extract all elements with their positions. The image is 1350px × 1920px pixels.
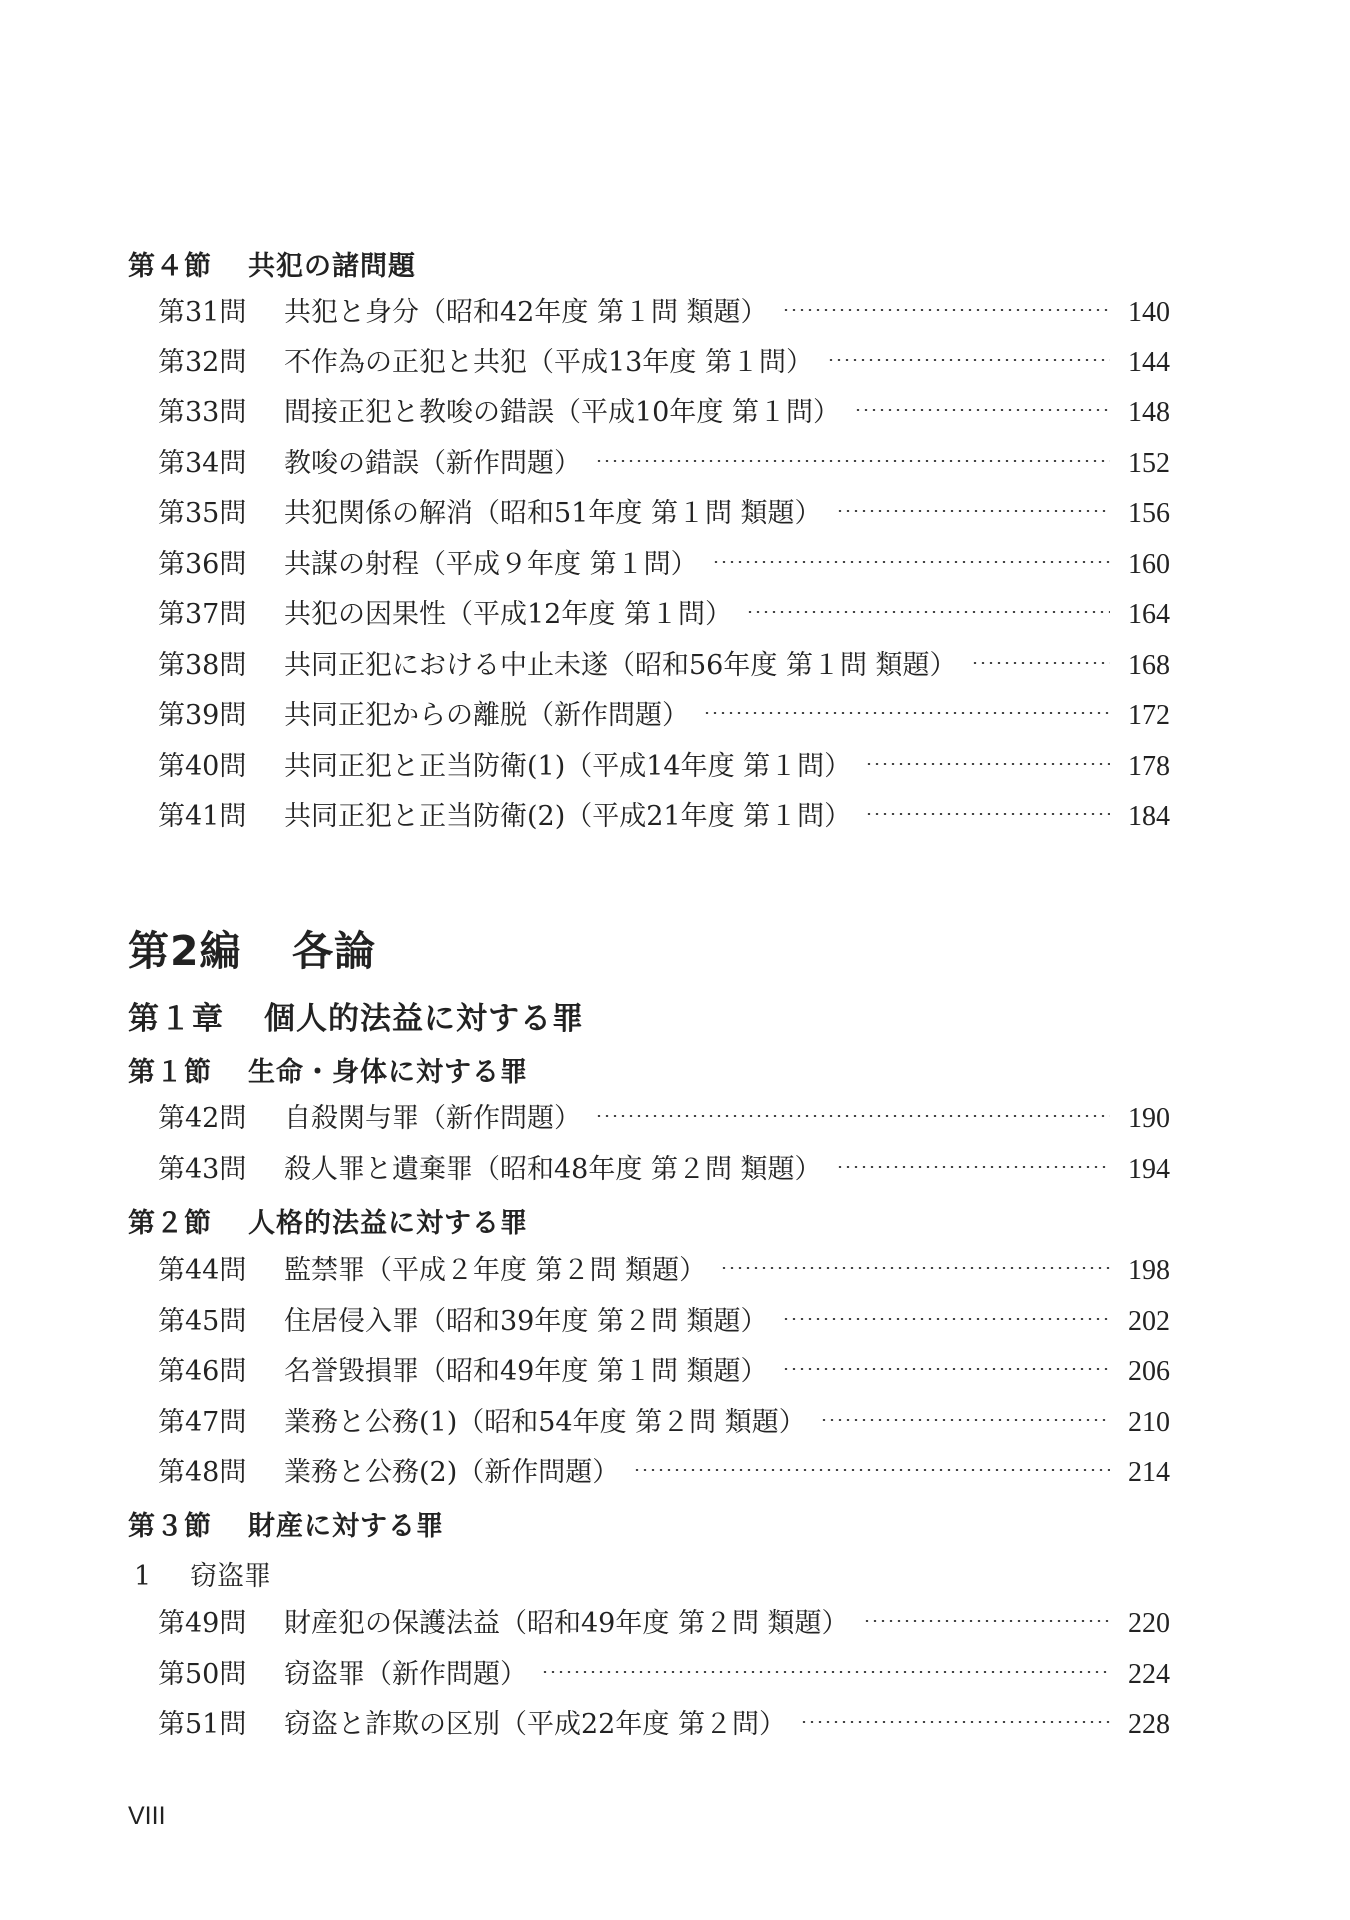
section-title: 生命・身体に対する罪 <box>248 1057 528 1088</box>
entry-title: 住居侵入罪（昭和39年度 第２問 類題） <box>284 1306 768 1337</box>
entry-title: 自殺関与罪（新作問題） <box>284 1103 581 1134</box>
page-number: 164 <box>1128 599 1170 630</box>
page-number: 190 <box>1128 1103 1170 1134</box>
entry-title: 監禁罪（平成２年度 第２問 類題） <box>284 1255 707 1286</box>
toc-entry[interactable] <box>158 1248 1170 1288</box>
leader-dots <box>971 662 1110 664</box>
part-heading <box>128 918 376 977</box>
page-number: 140 <box>1128 297 1170 328</box>
toc-entry[interactable] <box>158 1400 1170 1440</box>
entry-title: 窃盗罪（新作問題） <box>284 1659 527 1690</box>
toc-entry[interactable] <box>158 1450 1170 1490</box>
question-number: 第44問 <box>158 1255 247 1286</box>
question-number: 第45問 <box>158 1306 247 1337</box>
section-title: 共犯の諸問題 <box>248 251 416 282</box>
leader-dots <box>782 309 1110 311</box>
entry-title: 教唆の錯誤（新作問題） <box>284 448 581 479</box>
toc-entry[interactable] <box>158 290 1170 330</box>
section-heading-3 <box>128 1504 444 1543</box>
section-heading-4 <box>128 244 416 283</box>
question-number: 第51問 <box>158 1709 247 1740</box>
entry-title: 共犯の因果性（平成12年度 第１問） <box>284 599 732 630</box>
toc-entry[interactable] <box>158 592 1170 632</box>
question-number: 第41問 <box>158 801 247 832</box>
leader-dots <box>703 712 1110 714</box>
section-heading-2 <box>128 1201 528 1240</box>
entry-title: 窃盗と詐欺の区別（平成22年度 第２問） <box>284 1709 786 1740</box>
question-number: 第34問 <box>158 448 247 479</box>
entry-title: 不作為の正犯と共犯（平成13年度 第１問） <box>284 347 813 378</box>
toc-entry[interactable] <box>158 643 1170 683</box>
page-number: 168 <box>1128 650 1170 681</box>
page-number: 198 <box>1128 1255 1170 1286</box>
toc-entry[interactable] <box>158 1652 1170 1692</box>
page-number: 172 <box>1128 700 1170 731</box>
question-number: 第46問 <box>158 1356 247 1387</box>
toc-entry[interactable] <box>158 693 1170 733</box>
entry-title: 名誉毀損罪（昭和49年度 第１問 類題） <box>284 1356 768 1387</box>
entry-title: 殺人罪と遺棄罪（昭和48年度 第２問 類題） <box>284 1154 822 1185</box>
entry-title: 業務と公務(1)（昭和54年度 第２問 類題） <box>284 1407 806 1438</box>
leader-dots <box>633 1469 1110 1471</box>
page-number: 220 <box>1128 1608 1170 1639</box>
toc-entry[interactable] <box>158 1601 1170 1641</box>
entry-title: 共同正犯からの離脱（新作問題） <box>284 700 689 731</box>
toc-entry[interactable] <box>158 340 1170 380</box>
leader-dots <box>595 460 1110 462</box>
toc-entry[interactable] <box>158 1702 1170 1742</box>
section-title: 財産に対する罪 <box>248 1511 444 1542</box>
toc-entry[interactable] <box>158 1147 1170 1187</box>
leader-dots <box>865 763 1110 765</box>
leader-dots <box>782 1318 1110 1320</box>
page-folio: VIII <box>128 1802 166 1830</box>
toc-entry[interactable] <box>158 390 1170 430</box>
toc-entry[interactable] <box>158 744 1170 784</box>
entry-title: 間接正犯と教唆の錯誤（平成10年度 第１問） <box>284 397 840 428</box>
toc-entry[interactable] <box>158 441 1170 481</box>
section-title: 人格的法益に対する罪 <box>248 1208 528 1239</box>
leader-dots <box>827 359 1110 361</box>
page-number: 184 <box>1128 801 1170 832</box>
leader-dots <box>800 1721 1110 1723</box>
question-number: 第48問 <box>158 1457 247 1488</box>
question-number: 第33問 <box>158 397 247 428</box>
leader-dots <box>854 409 1110 411</box>
question-number: 第49問 <box>158 1608 247 1639</box>
section-number: 第２節 <box>128 1208 212 1239</box>
leader-dots <box>541 1671 1110 1673</box>
subsection-title: 窃盗罪 <box>190 1561 271 1592</box>
toc-entry[interactable] <box>158 794 1170 834</box>
entry-title: 共犯関係の解消（昭和51年度 第１問 類題） <box>284 498 822 529</box>
entry-title: 業務と公務(2)（新作問題） <box>284 1457 620 1488</box>
question-number: 第40問 <box>158 751 247 782</box>
entry-title: 共謀の射程（平成９年度 第１問） <box>284 549 698 580</box>
leader-dots <box>820 1419 1110 1421</box>
page-number: 144 <box>1128 347 1170 378</box>
question-number: 第50問 <box>158 1659 247 1690</box>
section-number: 第３節 <box>128 1511 212 1542</box>
page-number: 178 <box>1128 751 1170 782</box>
section-number: 第１節 <box>128 1057 212 1088</box>
chapter-number: 第１章 <box>128 1001 224 1037</box>
question-number: 第47問 <box>158 1407 247 1438</box>
page-number: 202 <box>1128 1306 1170 1337</box>
leader-dots <box>863 1620 1110 1622</box>
toc-entry[interactable] <box>158 542 1170 582</box>
leader-dots <box>746 611 1110 613</box>
leader-dots <box>720 1267 1110 1269</box>
leader-dots <box>836 1166 1110 1168</box>
entry-title: 共同正犯と正当防衛(1)（平成14年度 第１問） <box>284 751 852 782</box>
entry-title: 共同正犯における中止未遂（昭和56年度 第１問 類題） <box>284 650 957 681</box>
leader-dots <box>595 1115 1110 1117</box>
leader-dots <box>782 1368 1110 1370</box>
question-number: 第38問 <box>158 650 247 681</box>
chapter-title: 個人的法益に対する罪 <box>264 1001 584 1037</box>
subsection-heading <box>134 1554 271 1593</box>
toc-entry[interactable] <box>158 491 1170 531</box>
page-number: 214 <box>1128 1457 1170 1488</box>
part-number: 第2編 <box>128 927 242 975</box>
entry-title: 財産犯の保護法益（昭和49年度 第２問 類題） <box>284 1608 849 1639</box>
section-number: 第４節 <box>128 251 212 282</box>
question-number: 第35問 <box>158 498 247 529</box>
question-number: 第31問 <box>158 297 247 328</box>
entry-title: 共犯と身分（昭和42年度 第１問 類題） <box>284 297 768 328</box>
leader-dots <box>712 561 1110 563</box>
page-number: 210 <box>1128 1407 1170 1438</box>
question-number: 第43問 <box>158 1154 247 1185</box>
question-number: 第42問 <box>158 1103 247 1134</box>
leader-dots <box>836 510 1110 512</box>
part-title: 各論 <box>292 927 376 975</box>
chapter-heading <box>128 993 584 1038</box>
toc-entry[interactable] <box>158 1349 1170 1389</box>
question-number: 第32問 <box>158 347 247 378</box>
page-number: 228 <box>1128 1709 1170 1740</box>
page-number: 160 <box>1128 549 1170 580</box>
page-number: 194 <box>1128 1154 1170 1185</box>
question-number: 第39問 <box>158 700 247 731</box>
page-number: 152 <box>1128 448 1170 479</box>
question-number: 第36問 <box>158 549 247 580</box>
page-number: 224 <box>1128 1659 1170 1690</box>
entry-title: 共同正犯と正当防衛(2)（平成21年度 第１問） <box>284 801 852 832</box>
page-number: 206 <box>1128 1356 1170 1387</box>
page-number: 148 <box>1128 397 1170 428</box>
subsection-number: 1 <box>134 1561 152 1592</box>
toc-entry[interactable] <box>158 1299 1170 1339</box>
question-number: 第37問 <box>158 599 247 630</box>
page-number: 156 <box>1128 498 1170 529</box>
leader-dots <box>865 813 1110 815</box>
section-heading-1 <box>128 1050 528 1089</box>
toc-entry[interactable] <box>158 1096 1170 1136</box>
